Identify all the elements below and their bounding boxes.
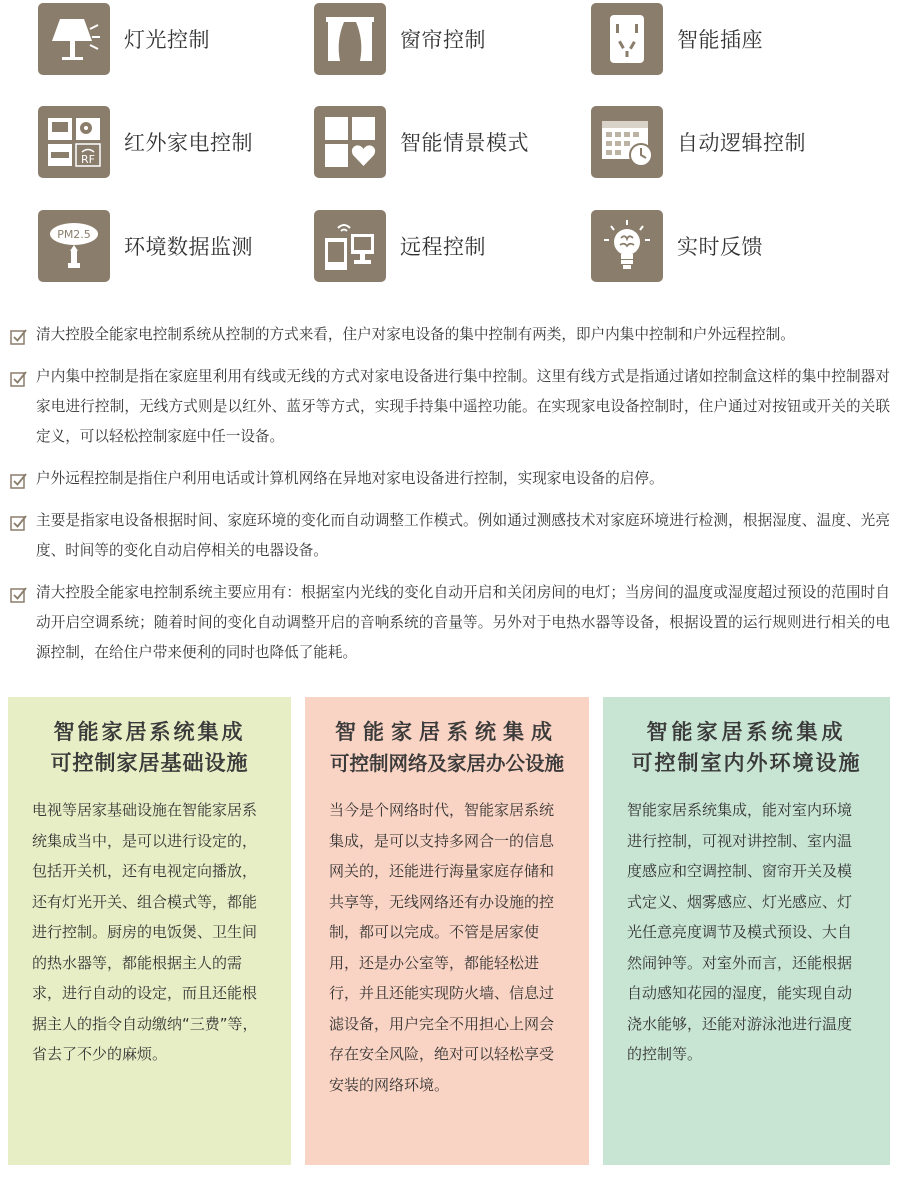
list-item [10, 320, 890, 350]
feature-label: 自动逻辑控制 [677, 131, 806, 155]
list-item [10, 362, 890, 452]
panel-title: 智能家居系统集成 [53, 720, 246, 744]
checkbox-icon [10, 586, 28, 604]
feature-label: 灯光控制 [124, 28, 210, 52]
description-list [10, 320, 890, 680]
svg-text:RF: RF [81, 153, 95, 166]
checkbox-icon [10, 370, 28, 388]
panel-subtitle: 可控制网络及家居办公设施 [329, 752, 564, 775]
feature-infrared [38, 106, 253, 178]
feature-logic [591, 106, 806, 178]
lamp-icon [38, 3, 110, 75]
feature-lighting [38, 3, 210, 75]
panel-title: 智能家居系统集成 [646, 720, 847, 744]
feature-label: 实时反馈 [677, 235, 763, 259]
infrared-appliance-icon [38, 106, 110, 178]
panel-body: 智能家居系统集成，能对室内环境进行控制，可视对讲控制、室内温度感应和空调控制、窗帘开关及模式定义、烟雾感应、灯光感应、灯光任意亮度调节及模式预设、大自然闹钟等。对室外而言，还能根据自动感知花园的湿度，能实现自动浇水能够，还能对游泳池进行温度的控制等。 [627, 801, 853, 1063]
panel-infrastructure [8, 697, 291, 1165]
checkbox-icon [10, 514, 28, 532]
panel-title: 智能家居系统集成 [335, 720, 559, 744]
feature-feedback [591, 210, 763, 282]
socket-icon [591, 3, 663, 75]
feature-remote [314, 210, 486, 282]
svg-text:PM2.5: PM2.5 [57, 228, 91, 241]
list-item-text: 清大控股全能家电控制系统主要应用有：根据室内光线的变化自动开启和关闭房间的电灯；当房间的温度或湿度超过预设的范围时自动开启空调系统；随着时间的变化自动调整开启的音响系统的音量等。另外对于电热水器等设备，根据设置的运行规则进行相关的电源控制，在给住户带来便利的同时也降低了能耗。 [36, 584, 890, 661]
checkbox-icon [10, 472, 28, 490]
feature-label: 远程控制 [400, 235, 486, 259]
pm25-sensor-icon [38, 210, 110, 282]
panel-environment [603, 697, 890, 1165]
panel-network-office [305, 697, 589, 1165]
panel-subtitle: 可控制家居基础设施 [50, 751, 249, 775]
panel-body: 电视等居家基础设施在智能家居系统集成当中，是可以进行设定的，包括开关机，还有电视定向播放，还有灯光开关、组合模式等，都能进行控制。厨房的电饭煲、卫生间的热水器等，都能根据主人的需求，进行自动的设定，而且还能根据主人的指令自动缴纳“三费”等，省去了不少的麻烦。 [32, 801, 258, 1063]
feature-socket [591, 3, 763, 75]
panel-body: 当今是个网络时代，智能家居系统集成，是可以支持多网合一的信息网关的，还能进行海量家庭存储和共享等，无线网络还有办设施的控制，都可以完成。不管是居家使用，还是办公室等，都能轻松进行，并且还能实现防火墙、信息过滤设备，用户完全不用担心上网会存在安全风险，绝对可以轻松享受安装的网络环境。 [329, 801, 555, 1094]
lightbulb-brain-icon [591, 210, 663, 282]
feature-label: 环境数据监测 [124, 235, 253, 259]
list-item-text: 清大控股全能家电控制系统从控制的方式来看，住户对家电设备的集中控制有两类，即户内集中控制和户外远程控制。 [36, 326, 795, 343]
list-item-text: 户外远程控制是指住户利用电话或计算机网络在异地对家电设备进行控制，实现家电设备的启停。 [36, 470, 664, 487]
feature-environment [38, 210, 253, 282]
feature-curtain [314, 3, 486, 75]
checkbox-icon [10, 328, 28, 346]
list-item-text: 户内集中控制是指在家庭里利用有线或无线的方式对家电设备进行集中控制。这里有线方式是指通过诸如控制盒这样的集中控制器对家电进行控制，无线方式则是以红外、蓝牙等方式，实现手持集中遥控功能。在实现家电设备控制时，住户通过对按钮或开关的关联定义，可以轻松控制家庭中任一设备。 [36, 368, 890, 445]
feature-label: 智能情景模式 [400, 131, 529, 155]
feature-label: 智能插座 [677, 28, 763, 52]
feature-label: 窗帘控制 [400, 28, 486, 52]
list-item [10, 578, 890, 668]
list-item [10, 506, 890, 566]
scene-mode-icon [314, 106, 386, 178]
feature-scene [314, 106, 529, 178]
curtain-icon [314, 3, 386, 75]
feature-label: 红外家电控制 [124, 131, 253, 155]
remote-computer-icon [314, 210, 386, 282]
list-item [10, 464, 890, 494]
calendar-clock-icon [591, 106, 663, 178]
list-item-text: 主要是指家电设备根据时间、家庭环境的变化而自动调整工作模式。例如通过测感技术对家庭环境进行检测，根据湿度、温度、光亮度、时间等的变化自动启停相关的电器设备。 [36, 512, 890, 559]
panel-subtitle: 可控制室内外环境设施 [631, 751, 862, 775]
